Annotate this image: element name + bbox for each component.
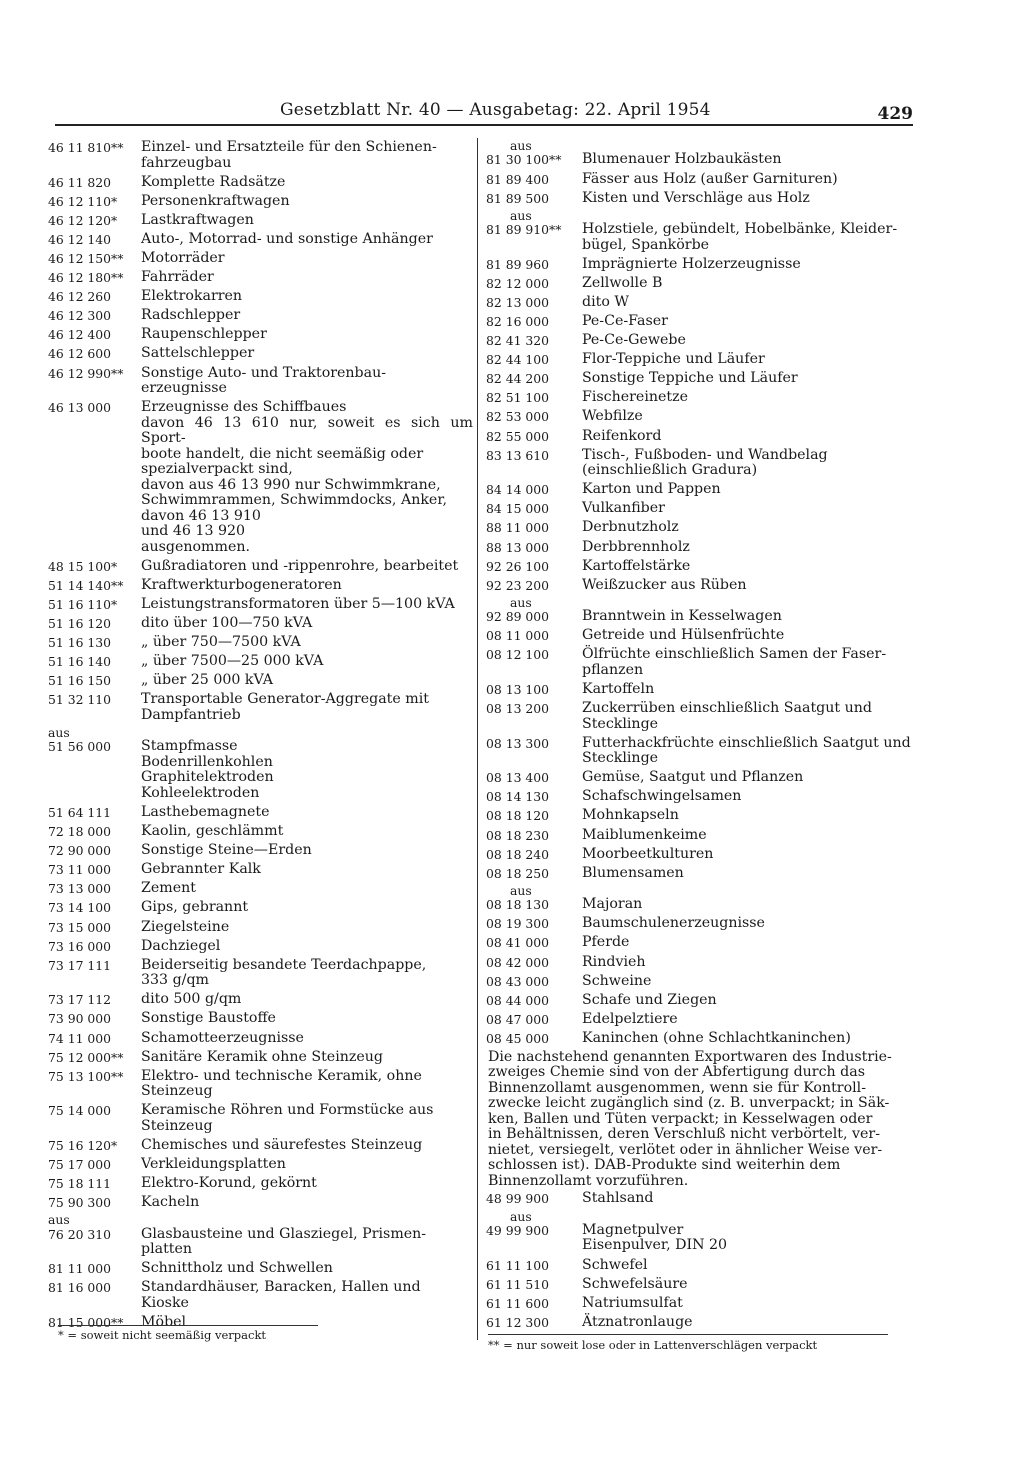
list-item <box>48 1050 473 1066</box>
item-description: Pferde <box>582 934 630 951</box>
chemie-note: Die nachstehend genannten Exportwaren des Industrie- zweiges Chemie sind von der Abfertigung durch das Binnenzollamt ausgenommen, wenn sie für Kontroll- zwecke leicht zugänglich sind (z. B. unverpackt; in Säk- ken, Ballen und Tüten verpackt; in Kesselwagen oder in Behältnissen, deren Verschluß nicht verbörtelt, ver- nietet, versiegelt, verlötet oder in ähnlicher Weise ver- schlossen ist). DAB-Produkte sind weiterhin dem Binnenzollamt vorzuführen. <box>488 1048 892 1189</box>
list-item <box>486 701 914 732</box>
item-description: Erzeugnisse des Schiffbaues davon 46 13 610 nur, soweit es sich um Sport- boote handelt, die nicht seemäßig oder spezialverpackt sind, davon aus 46 13 990 nur Schwimmkrane, Schwimmrammen, Schwimmdocks, Anker, davon 46 13 910 und 46 13 920 ausgenommen. <box>141 399 473 555</box>
item-code: 51 16 130 <box>48 635 112 651</box>
item-code: 88 11 000 <box>486 520 550 536</box>
item-description: Gebrannter Kalk <box>141 861 261 878</box>
item-description: Edelpelztiere <box>582 1010 678 1027</box>
item-description: Kaninchen (ohne Schlachtkaninchen) <box>582 1029 851 1046</box>
item-description: Pe-Ce-Faser <box>582 312 668 329</box>
list-item <box>48 232 473 248</box>
item-code: 83 13 610 <box>486 447 550 463</box>
list-item <box>486 276 914 292</box>
item-description: Glasbausteine und Glasziegel, Prismen- platten <box>141 1225 427 1258</box>
item-description: Imprägnierte Holzerzeugnisse <box>582 255 801 272</box>
item-description: Kacheln <box>141 1194 200 1211</box>
item-description: Blumenauer Holzbaukästen <box>582 151 782 168</box>
list-item <box>48 1069 473 1100</box>
item-description: Motorräder <box>141 249 225 266</box>
item-code: 08 44 000 <box>486 992 550 1008</box>
list-item <box>48 1157 473 1173</box>
list-item <box>486 520 914 536</box>
item-code: 08 13 100 <box>486 681 550 697</box>
right-list-general <box>486 140 914 1046</box>
list-item <box>486 1296 914 1312</box>
item-code: 76 20 310 <box>48 1226 112 1242</box>
entry-prefix: aus <box>510 207 532 223</box>
item-description: Branntwein in Kesselwagen <box>582 608 782 625</box>
item-code: 88 13 000 <box>486 539 550 555</box>
item-code: 08 13 200 <box>486 701 550 717</box>
list-item <box>48 739 473 801</box>
list-item <box>486 1223 914 1254</box>
item-description: Schafschwingelsamen <box>582 788 742 805</box>
item-code: 81 89 960 <box>486 256 550 272</box>
item-description: Ätznatronlauge <box>582 1313 693 1330</box>
column-divider <box>477 138 478 1340</box>
item-code: 81 89 400 <box>486 171 550 187</box>
item-description: Reifenkord <box>582 427 662 444</box>
item-code: 08 13 300 <box>486 735 550 751</box>
list-item <box>486 1277 914 1293</box>
item-code: 46 12 260 <box>48 289 112 305</box>
item-description: Holzstiele, gebündelt, Hobelbänke, Kleider- bügel, Spankörbe <box>582 221 898 253</box>
item-code: 72 90 000 <box>48 843 112 859</box>
item-description: Stampfmasse Bodenrillenkohlen Graphitelektroden Kohleelektroden <box>141 738 274 801</box>
item-description: Kartoffelstärke <box>582 557 691 574</box>
list-item <box>48 958 473 989</box>
item-code: 73 90 000 <box>48 1011 112 1027</box>
list-item <box>486 578 914 594</box>
list-item <box>48 578 473 594</box>
item-code: 08 45 000 <box>486 1030 550 1046</box>
list-item <box>486 1031 914 1047</box>
list-item <box>48 673 473 689</box>
item-description: Rindvieh <box>582 953 646 970</box>
list-item <box>486 974 914 990</box>
list-item <box>486 993 914 1009</box>
item-code: 46 12 600 <box>48 346 112 362</box>
item-code: 08 43 000 <box>486 973 550 989</box>
item-description: Kisten und Verschläge aus Holz <box>582 189 810 206</box>
list-item <box>486 222 914 253</box>
list-item <box>48 346 473 362</box>
item-code: 81 89 910** <box>486 222 562 238</box>
item-description: Elektro-Korund, gekörnt <box>141 1175 317 1192</box>
item-code: 51 14 140** <box>48 577 124 593</box>
item-code: 08 18 250 <box>486 865 550 881</box>
item-description: Schamotteerzeugnisse <box>141 1029 304 1046</box>
item-code: 08 41 000 <box>486 935 550 951</box>
entry-prefix: aus <box>510 594 532 610</box>
list-item <box>486 295 914 311</box>
item-code: 61 12 300 <box>486 1314 550 1330</box>
list-item <box>48 597 473 613</box>
list-item <box>486 847 914 863</box>
list-item <box>48 1011 473 1027</box>
item-description: Sanitäre Keramik ohne Steinzeug <box>141 1048 383 1065</box>
list-item <box>486 736 914 767</box>
item-code: 08 42 000 <box>486 954 550 970</box>
list-item <box>486 314 914 330</box>
item-description: Karton und Pappen <box>582 481 721 498</box>
item-code: 81 16 000 <box>48 1280 112 1296</box>
item-description: „ über 750—7500 kVA <box>141 634 301 651</box>
item-code: 82 13 000 <box>486 294 550 310</box>
item-description: Mohnkapseln <box>582 807 679 824</box>
entry-prefix: aus <box>48 1212 70 1228</box>
item-code: 61 11 600 <box>486 1295 550 1311</box>
item-description: Zement <box>141 880 196 897</box>
item-code: 51 16 120 <box>48 616 112 631</box>
item-code: 82 53 000 <box>486 409 550 425</box>
left-column <box>48 140 473 1334</box>
item-code: 49 99 900 <box>486 1222 550 1238</box>
item-code: 08 14 130 <box>486 789 550 805</box>
item-code: 81 89 500 <box>486 190 550 206</box>
item-code: 51 16 150 <box>48 673 112 689</box>
list-item <box>48 1280 473 1311</box>
list-item <box>486 482 914 498</box>
list-item <box>486 935 914 951</box>
item-description: Komplette Radsätze <box>141 173 286 190</box>
item-description: Keramische Röhren und Formstücke aus Steinzeug <box>141 1102 434 1134</box>
item-description: dito W <box>582 293 629 310</box>
item-description: Standardhäuser, Baracken, Hallen und Kioske <box>141 1279 421 1311</box>
item-description: Kartoffeln <box>582 680 655 697</box>
list-item <box>486 955 914 971</box>
list-item <box>486 789 914 805</box>
item-description: „ über 25 000 kVA <box>141 672 274 689</box>
list-item <box>486 540 914 556</box>
item-code: 75 18 111 <box>48 1176 112 1192</box>
item-code: 46 12 140 <box>48 231 112 247</box>
item-code: 75 90 300 <box>48 1195 112 1211</box>
item-code: 73 17 111 <box>48 957 112 973</box>
item-code: 51 64 111 <box>48 804 112 820</box>
list-item <box>486 257 914 273</box>
item-code: 84 14 000 <box>486 482 550 498</box>
item-description: Sonstige Baustoffe <box>141 1010 276 1027</box>
item-description: Leistungstransformatoren über 5—100 kVA <box>141 595 455 612</box>
item-description: „ über 7500—25 000 kVA <box>141 653 324 670</box>
list-item <box>48 862 473 878</box>
item-code: 75 14 000 <box>48 1103 112 1119</box>
item-code: 46 13 000 <box>48 400 112 416</box>
list-item <box>48 1103 473 1134</box>
item-code: 08 18 230 <box>486 827 550 843</box>
item-description: Sonstige Auto- und Traktorenbau- erzeugnisse <box>141 364 387 397</box>
item-description: Elektrokarren <box>141 288 243 305</box>
list-item <box>486 770 914 786</box>
entry-prefix: aus <box>510 882 532 898</box>
item-description: Magnetpulver Eisenpulver, DIN 20 <box>582 1221 728 1254</box>
item-code: 75 13 100** <box>48 1068 124 1084</box>
item-description: Verkleidungsplatten <box>141 1155 286 1172</box>
item-description: Blumensamen <box>582 864 684 881</box>
item-description: Personenkraftwagen <box>141 192 290 209</box>
list-item <box>486 409 914 425</box>
item-description: Chemisches und säurefestes Steinzeug <box>141 1136 423 1153</box>
item-description: Getreide und Hülsenfrüchte <box>582 627 785 644</box>
item-description: Lasthebemagnete <box>141 803 270 820</box>
item-code: 75 17 000 <box>48 1156 112 1172</box>
list-item <box>48 805 473 821</box>
item-description: Majoran <box>582 896 643 913</box>
list-item <box>486 333 914 349</box>
entry-prefix: aus <box>48 724 70 740</box>
item-description: Möbel <box>141 1313 187 1330</box>
item-description: Kaolin, geschlämmt <box>141 823 284 840</box>
item-code: 92 89 000 <box>486 609 550 625</box>
entry-prefix: aus <box>510 1208 532 1224</box>
item-description: Auto-, Motorrad- und sonstige Anhänger <box>141 230 433 247</box>
item-code: 51 16 140 <box>48 654 112 670</box>
list-item <box>48 308 473 324</box>
item-code: 82 44 200 <box>486 371 550 387</box>
list-item <box>48 327 473 343</box>
item-code: 82 12 000 <box>486 275 550 291</box>
item-code: 08 18 130 <box>486 897 550 913</box>
item-description: Dachziegel <box>141 937 221 954</box>
item-code: 08 11 000 <box>486 628 550 644</box>
item-code: 82 51 100 <box>486 390 550 406</box>
item-code: 46 12 300 <box>48 308 112 324</box>
list-item <box>486 1258 914 1274</box>
item-code: 51 32 110 <box>48 692 112 708</box>
item-description: Zellwolle B <box>582 274 663 291</box>
list-item <box>48 616 473 632</box>
item-code: 46 12 150** <box>48 250 124 266</box>
item-description: Futterhackfrüchte einschließlich Saatgut und Stecklinge <box>582 734 911 767</box>
item-description: Baumschulenerzeugnisse <box>582 915 765 932</box>
list-item <box>486 501 914 517</box>
item-code: 61 11 510 <box>486 1276 550 1292</box>
item-description: Webfilze <box>582 408 643 425</box>
item-description: Sattelschlepper <box>141 345 255 362</box>
item-description: Gemüse, Saatgut und Pflanzen <box>582 769 804 786</box>
footnote-right: ** = nur soweit lose oder in Lattenverschlägen verpackt <box>488 1334 888 1352</box>
page-number: 429 <box>877 104 913 124</box>
item-code: 46 11 810** <box>48 140 124 155</box>
item-description: Sonstige Teppiche und Läufer <box>582 370 798 387</box>
item-code: 46 11 820 <box>48 174 112 190</box>
item-code: 81 15 000** <box>48 1314 124 1330</box>
item-description: Fässer aus Holz (außer Garnituren) <box>582 170 838 187</box>
item-description: Ziegelsteine <box>141 918 230 935</box>
item-description: Fahrräder <box>141 269 214 286</box>
list-item <box>486 897 914 913</box>
list-item <box>486 559 914 575</box>
list-item <box>48 194 473 210</box>
item-code: 46 12 110* <box>48 193 118 209</box>
item-code: 73 16 000 <box>48 938 112 954</box>
item-code: 92 26 100 <box>486 558 550 574</box>
item-description: Transportable Generator-Aggregate mit Dampfantrieb <box>141 691 429 723</box>
list-item <box>48 654 473 670</box>
list-item <box>48 843 473 859</box>
list-item <box>486 172 914 188</box>
item-description: Stahlsand <box>582 1190 654 1207</box>
list-item <box>48 270 473 286</box>
item-code: 75 12 000** <box>48 1049 124 1065</box>
item-code: 74 11 000 <box>48 1030 112 1046</box>
item-description: Beiderseitig besandete Teerdachpappe, 333 g/qm <box>141 956 427 989</box>
list-item <box>48 1176 473 1192</box>
list-item <box>48 824 473 840</box>
list-item <box>48 900 473 916</box>
item-description: Natriumsulfat <box>582 1294 683 1311</box>
item-code: 82 16 000 <box>486 313 550 329</box>
footnote-left: * = soweit nicht seemäßig verpackt <box>58 1325 318 1342</box>
item-description: dito über 100—750 kVA <box>141 615 313 631</box>
item-code: 84 15 000 <box>486 501 550 517</box>
item-code: 73 14 100 <box>48 900 112 916</box>
list-item <box>48 559 473 575</box>
list-item <box>486 609 914 625</box>
item-description: Schwefel <box>582 1256 648 1273</box>
list-item <box>48 289 473 305</box>
list-item <box>48 692 473 723</box>
item-code: 46 12 120* <box>48 212 118 228</box>
list-item <box>48 1031 473 1047</box>
list-item <box>48 1261 473 1277</box>
item-description: Kraftwerkturbogeneratoren <box>141 576 342 593</box>
item-code: 48 15 100* <box>48 558 118 574</box>
item-code: 08 12 100 <box>486 647 550 663</box>
list-item <box>48 251 473 267</box>
item-description: Schweine <box>582 972 652 989</box>
list-item <box>48 366 473 397</box>
item-description: Raupenschlepper <box>141 326 267 343</box>
item-description: Gußradiatoren und -rippenrohre, bearbeitet <box>141 557 459 574</box>
item-description: Pe-Ce-Gewebe <box>582 332 686 349</box>
item-code: 75 16 120* <box>48 1137 118 1153</box>
item-code: 46 12 400 <box>48 327 112 343</box>
list-item <box>486 647 914 678</box>
item-code: 81 11 000 <box>48 1261 112 1277</box>
item-code: 08 18 240 <box>486 846 550 862</box>
list-item <box>48 1138 473 1154</box>
item-description: Einzel- und Ersatzteile für den Schienen- fahrzeugbau <box>141 139 437 171</box>
right-column <box>486 140 914 1334</box>
item-description: Gips, gebrannt <box>141 899 249 916</box>
list-item <box>486 866 914 882</box>
right-list-chemie <box>486 1191 914 1330</box>
list-item <box>48 1227 473 1258</box>
item-code: 48 99 900 <box>486 1191 550 1207</box>
item-description: Derbbrennholz <box>582 538 690 555</box>
item-description: Radschlepper <box>141 307 241 324</box>
item-code: 82 44 100 <box>486 352 550 368</box>
item-description: Lastkraftwagen <box>141 211 254 228</box>
item-description: Ölfrüchte einschließlich Samen der Faser- pflanzen <box>582 646 887 678</box>
list-item <box>48 881 473 897</box>
list-item <box>486 390 914 406</box>
list-item <box>486 429 914 445</box>
item-description: Vulkanfiber <box>582 500 665 517</box>
list-item <box>486 808 914 824</box>
item-code: 82 55 000 <box>486 428 550 444</box>
item-description: dito 500 g/qm <box>141 991 242 1008</box>
list-item <box>48 992 473 1008</box>
item-code: 73 15 000 <box>48 919 112 935</box>
item-description: Flor-Teppiche und Läufer <box>582 351 765 368</box>
list-item <box>486 682 914 698</box>
page-header <box>55 92 913 126</box>
list-item <box>486 1315 914 1331</box>
item-code: 92 23 200 <box>486 577 550 593</box>
list-item <box>48 140 473 171</box>
item-code: 73 17 112 <box>48 992 112 1008</box>
list-item <box>486 828 914 844</box>
list-item <box>486 152 914 168</box>
item-code: 51 16 110* <box>48 596 118 612</box>
item-description: Schnittholz und Schwellen <box>141 1260 333 1277</box>
item-code: 46 12 180** <box>48 270 124 286</box>
item-description: Elektro- und technische Keramik, ohne Steinzeug <box>141 1067 422 1100</box>
item-code: 81 30 100** <box>486 152 562 168</box>
item-code: 08 47 000 <box>486 1011 550 1027</box>
list-item <box>48 213 473 229</box>
item-code: 82 41 320 <box>486 333 550 349</box>
list-item <box>48 939 473 955</box>
item-description: Weißzucker aus Rüben <box>582 576 747 593</box>
item-description: Zuckerrüben einschließlich Saatgut und Stecklinge <box>582 700 872 732</box>
item-code: 08 19 300 <box>486 916 550 932</box>
list-item <box>48 175 473 191</box>
item-description: Sonstige Steine—Erden <box>141 842 312 859</box>
list-item <box>48 635 473 651</box>
item-code: 73 11 000 <box>48 862 112 878</box>
item-description: Derbnutzholz <box>582 519 679 536</box>
item-description: Moorbeetkulturen <box>582 845 714 862</box>
list-item <box>486 1012 914 1028</box>
item-code: 46 12 990** <box>48 365 124 381</box>
list-item <box>486 1191 914 1207</box>
item-code: 72 18 000 <box>48 824 112 840</box>
list-item <box>48 1195 473 1211</box>
item-code: 73 13 000 <box>48 881 112 897</box>
item-description: Fischereinetze <box>582 389 688 406</box>
list-item <box>48 400 473 555</box>
item-description: Tisch-, Fußboden- und Wandbelag (einschließlich Gradura) <box>582 446 828 479</box>
list-item <box>486 628 914 644</box>
item-code: 61 11 100 <box>486 1257 550 1273</box>
item-code: 08 18 120 <box>486 808 550 824</box>
item-code: 08 13 400 <box>486 770 550 786</box>
list-item <box>48 920 473 936</box>
item-code: 51 56 000 <box>48 739 112 755</box>
item-description: Schwefelsäure <box>582 1275 688 1292</box>
item-description: Maiblumenkeime <box>582 826 707 843</box>
list-item <box>486 352 914 368</box>
list-item <box>486 191 914 207</box>
list-item <box>486 371 914 387</box>
item-description: Schafe und Ziegen <box>582 991 717 1008</box>
entry-prefix: aus <box>510 138 532 153</box>
page-title: Gesetzblatt Nr. 40 — Ausgabetag: 22. April 1954 <box>280 100 711 120</box>
list-item <box>486 448 914 479</box>
list-item <box>486 916 914 932</box>
